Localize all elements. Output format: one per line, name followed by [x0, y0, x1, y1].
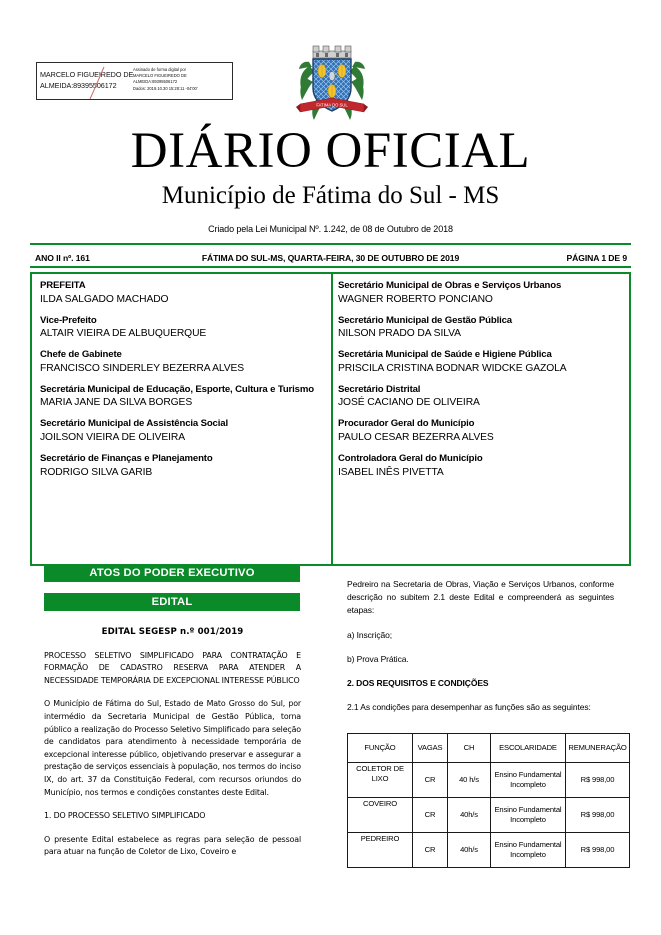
info-bar [30, 249, 631, 266]
digital-signature-box [36, 62, 233, 100]
masthead-subtitle: Município de Fátima do Sul - MS [161, 182, 500, 209]
official-role: Secretário Municipal de Gestão Pública [338, 314, 512, 326]
signature-detail-line3: ALMEIDA:89395506172 [133, 79, 178, 85]
official-role: Secretário Distrital [338, 383, 421, 395]
divider-top [30, 243, 631, 245]
official-entry [40, 453, 320, 479]
official-name: ISABEL INÊS PIVETTA [338, 466, 444, 478]
signature-name-line1: MARCELO FIGUEIREDO DE [40, 70, 134, 79]
official-entry [40, 280, 320, 306]
cell-escolaridade: Ensino Fundamental Incompleto [491, 798, 566, 833]
section-banner-edital: EDITAL [44, 593, 300, 611]
signature-name-line2: ALMEIDA:89395506172 [40, 81, 117, 90]
signature-detail-line2: MARCELO FIGUEIREDO DE [133, 73, 187, 79]
edital-paragraph-1: PROCESSO SELETIVO SIMPLIFICADO PARA CONTRATAÇÃO E FORMAÇÃO DE CADASTRO RESERVA PARA ATENDER A NECESSIDADE TEMPORÁRIA DE EXCEPCIONAL INTERESSE PÚBLICO [44, 650, 301, 685]
edital-paragraph-5: 2.1 As condições para desempenhar as funções são as seguintes: [347, 702, 591, 713]
page-title: DIÁRIO OFICIAL [130, 123, 531, 179]
official-role: Secretária Municipal de Educação, Esporte, Cultura e Turismo [40, 383, 314, 395]
cell-funcao: PEDREIRO [348, 833, 413, 868]
edital-paragraph-3: O presente Edital estabelece as regras para seleção de pessoal para atuar na função de Coletor de Lixo, Coveiro e [44, 834, 301, 857]
official-entry [338, 384, 618, 410]
cell-funcao: COVEIRO [348, 798, 413, 833]
info-bar-place-date: FÁTIMA DO SUL-MS, QUARTA-FEIRA, 30 DE OUTUBRO DE 2019 [201, 253, 460, 263]
edital-heading: EDITAL SEGESP n.º 001/2019 [101, 627, 244, 637]
official-role: Chefe de Gabinete [40, 349, 122, 361]
table-row [348, 763, 630, 798]
table-header-ch: CH [448, 734, 491, 763]
cell-ch: 40h/s [448, 833, 491, 868]
cell-ch: 40 h/s [448, 763, 491, 798]
official-name: MARIA JANE DA SILVA BORGES [40, 397, 193, 409]
table-header-escolaridade: ESCOLARIDADE [491, 734, 566, 763]
official-role: Secretário Municipal de Assistência Social [40, 418, 228, 430]
table-row [348, 798, 630, 833]
coat-of-arms-icon [296, 44, 368, 124]
officials-column-right [338, 280, 618, 488]
officials-box [30, 272, 631, 566]
official-name: RODRIGO SILVA GARIB [40, 466, 153, 478]
cell-ch: 40h/s [448, 798, 491, 833]
cell-remuneracao: R$ 998,00 [566, 798, 630, 833]
edital-section-1-heading: 1. DO PROCESSO SELETIVO SIMPLIFICADO [44, 811, 206, 821]
official-entry [338, 349, 618, 375]
official-entry [338, 315, 618, 341]
signature-detail-line1: Assinado de forma digital por [133, 67, 187, 72]
official-role: Secretário Municipal de Obras e Serviços Urbanos [338, 280, 562, 291]
official-entry [338, 418, 618, 444]
coat-of-arms-ribbon-text: FATIMA DO SUL [316, 102, 348, 108]
official-role: Controladora Geral do Município [338, 452, 483, 464]
official-name: JOSÉ CACIANO DE OLIVEIRA [338, 397, 480, 409]
cell-vagas: CR [413, 763, 448, 798]
official-name: PRISCILA CRISTINA BODNAR WIDCKE GAZOLA [338, 362, 567, 374]
cell-escolaridade: Ensino Fundamental Incompleto [491, 763, 566, 798]
cell-funcao: COLETOR DE LIXO [348, 763, 413, 798]
official-name: NILSON PRADO DA SILVA [338, 328, 461, 340]
requirements-table [347, 733, 630, 868]
official-name: PAULO CESAR BEZERRA ALVES [338, 431, 494, 443]
body-column-left [44, 626, 301, 870]
table-header-remuneracao: REMUNERAÇÃO [566, 734, 630, 763]
signature-detail [133, 67, 233, 92]
cell-vagas: CR [413, 833, 448, 868]
official-entry [338, 453, 618, 479]
edital-paragraph-4: Pedreiro na Secretaria de Obras, Viação e Serviços Urbanos, conforme descrição no subitem 2.1 deste Edital e compreenderá as seguintes etapas: [347, 579, 614, 616]
signature-detail-line4: Dados: 2019.10.30 15:28:11 -04'00' [133, 85, 198, 91]
divider-bottom [30, 266, 631, 268]
official-entry [40, 315, 320, 341]
edital-paragraph-2: O Município de Fátima do Sul, Estado de Mato Grosso do Sul, por intermédio da Secretaria Municipal de Gestão Pública, torna público a realização do Processo Seletivo Simplificado para seleção de candidatos para atendimento à necessidade temporária de excepcional interesse público, objetivando preservar e assegurar a prestação de serviços essenciais à população, nos termos do inciso IX, do art. 37 da Constituição Federal, com recursos oriundos do Município, nos termos e condições constantes deste Edital. [44, 699, 301, 797]
edital-item-a: a) Inscrição; [347, 629, 392, 640]
official-role: Procurador Geral do Município [338, 418, 475, 430]
table-header-row [348, 734, 630, 763]
edital-section-2-heading: 2. DOS REQUISITOS E CONDIÇÕES [347, 678, 489, 689]
official-role: PREFEITA [40, 280, 86, 291]
info-bar-page: PÁGINA 1 DE 9 [566, 253, 627, 263]
official-entry [40, 384, 320, 410]
official-entry [338, 280, 618, 306]
official-name: WAGNER ROBERTO PONCIANO [338, 293, 493, 305]
body-column-right [347, 578, 614, 725]
info-bar-ano: ANO II nº. 161 [35, 253, 90, 263]
official-name: ILDA SALGADO MACHADO [40, 293, 169, 305]
officials-column-divider [331, 274, 333, 564]
official-role: Secretária Municipal de Saúde e Higiene Pública [338, 349, 552, 361]
table-header-funcao: FUNÇÃO [348, 734, 413, 763]
masthead-law-note: Criado pela Lei Municipal Nº. 1.242, de 08 de Outubro de 2018 [208, 224, 453, 234]
table-row [348, 833, 630, 868]
cell-remuneracao: R$ 998,00 [566, 763, 630, 798]
officials-column-left [40, 280, 320, 488]
section-banner-atos: ATOS DO PODER EXECUTIVO [44, 564, 300, 582]
official-name: ALTAIR VIEIRA DE ALBUQUERQUE [40, 328, 207, 340]
official-name: FRANCISCO SINDERLEY BEZERRA ALVES [40, 362, 245, 374]
masthead [0, 124, 661, 236]
cell-vagas: CR [413, 798, 448, 833]
official-entry [40, 349, 320, 375]
edital-item-b: b) Prova Prática. [347, 653, 409, 664]
official-role: Secretário de Finanças e Planejamento [40, 452, 213, 464]
table-header-vagas: VAGAS [413, 734, 448, 763]
cell-remuneracao: R$ 998,00 [566, 833, 630, 868]
official-role: Vice-Prefeito [40, 314, 97, 326]
official-entry [40, 418, 320, 444]
official-name: JOILSON VIEIRA DE OLIVEIRA [40, 431, 186, 443]
cell-escolaridade: Ensino Fundamental Incompleto [491, 833, 566, 868]
